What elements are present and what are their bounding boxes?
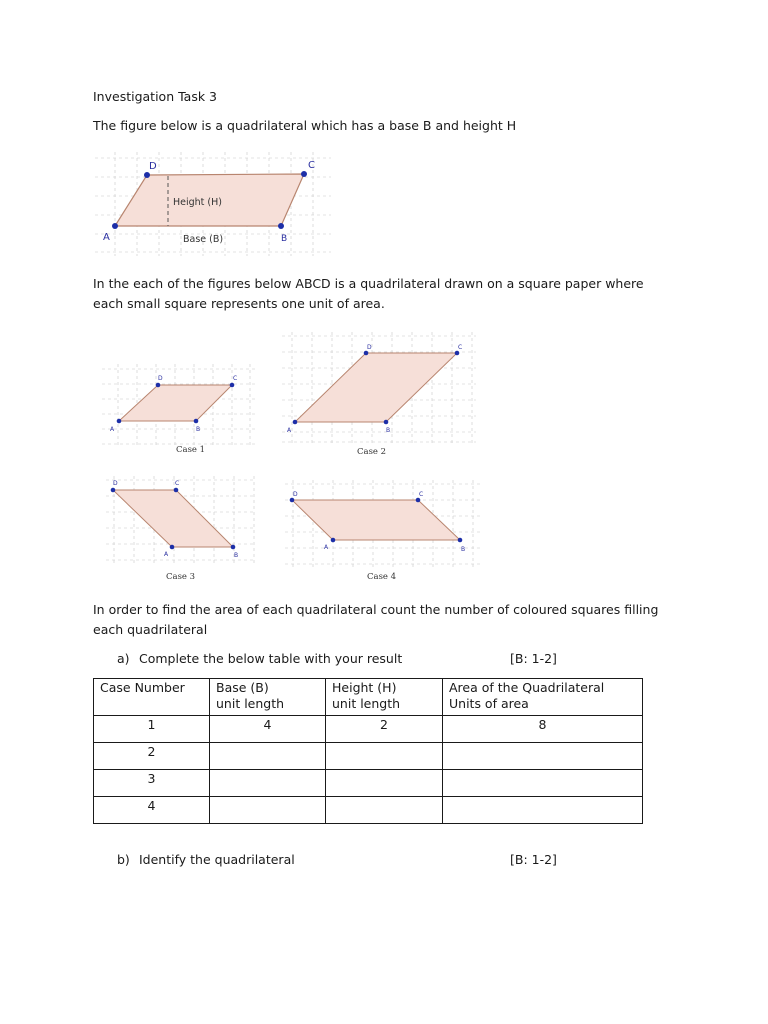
vertex-a [170, 545, 175, 550]
case-1-shape [119, 385, 232, 421]
header-case-number: Case Number [94, 679, 210, 716]
label-c: C [458, 344, 463, 351]
table-row [94, 797, 643, 824]
cell-height[interactable]: 2 [326, 716, 443, 743]
paragraph-count-squares: In order to find the area of each quadrilateral count the number of coloured squares filling each quadrilateral [93, 602, 659, 637]
label-d: D [367, 344, 372, 351]
question-a-text: Complete the below table with your result [139, 651, 403, 666]
case-3-shape [113, 490, 233, 547]
question-a-mark: [B: 1-2] [510, 651, 557, 666]
vertex-c [455, 351, 460, 356]
intro-text: The figure below is a quadrilateral which has a base B and height H [93, 118, 517, 133]
case-1-caption: Case 1 [176, 445, 206, 455]
cell-area[interactable]: 8 [443, 716, 643, 743]
label-c: C [175, 480, 180, 487]
label-a: A [164, 551, 169, 558]
header-area: Area of the Quadrilateral Units of area [443, 679, 643, 716]
label-b: B [386, 427, 391, 434]
table-row [94, 743, 643, 770]
cell-case: 4 [94, 797, 210, 824]
label-b: B [196, 426, 201, 433]
vertex-a [117, 419, 122, 424]
cell-base[interactable] [210, 743, 326, 770]
vertex-a [112, 223, 118, 229]
header-base: Base (B) unit length [210, 679, 326, 716]
cell-case: 1 [94, 716, 210, 743]
cell-case: 2 [94, 743, 210, 770]
vertex-b [278, 223, 284, 229]
paragraph-square-paper: In the each of the figures below ABCD is a quadrilateral drawn on a square paper where each small square represents one unit of area. [93, 276, 644, 311]
label-b: B [234, 552, 239, 559]
label-b: B [281, 234, 288, 244]
vertex-b [458, 538, 463, 543]
table-row [94, 716, 643, 743]
vertex-a [293, 420, 298, 425]
vertex-c [230, 383, 235, 388]
cell-area[interactable] [443, 770, 643, 797]
base-label: Base (B) [183, 234, 224, 245]
case-3-figure [104, 474, 260, 586]
vertex-b [384, 420, 389, 425]
label-d: D [113, 480, 118, 487]
vertex-b [231, 545, 236, 550]
results-table [93, 678, 643, 824]
label-a: A [324, 544, 329, 551]
table-header-row [94, 679, 643, 716]
vertex-d [156, 383, 161, 388]
cell-height[interactable] [326, 743, 443, 770]
label-c: C [233, 375, 238, 382]
task-title: Investigation Task 3 [93, 89, 217, 104]
question-b-mark: [B: 1-2] [510, 852, 557, 867]
case-3-caption: Case 3 [166, 572, 196, 582]
table-row [94, 770, 643, 797]
cell-base[interactable] [210, 770, 326, 797]
case-2-caption: Case 2 [357, 447, 387, 457]
case-2-shape [295, 353, 457, 422]
label-a: A [287, 427, 292, 434]
question-a-marker: a) [117, 651, 130, 666]
vertex-a [331, 538, 336, 543]
cell-base[interactable] [210, 797, 326, 824]
vertex-d [144, 172, 150, 178]
label-c: C [419, 491, 424, 498]
vertex-c [174, 488, 179, 493]
header-height: Height (H) unit length [326, 679, 443, 716]
cell-case: 3 [94, 770, 210, 797]
vertex-c [301, 171, 307, 177]
label-c: C [308, 160, 315, 171]
vertex-d [364, 351, 369, 356]
case-4-shape [292, 500, 460, 540]
label-d: D [158, 375, 163, 382]
cell-base[interactable]: 4 [210, 716, 326, 743]
cell-area[interactable] [443, 797, 643, 824]
vertex-b [194, 419, 199, 424]
label-a: A [103, 232, 110, 243]
label-d: D [293, 491, 298, 498]
case-1-figure [100, 362, 260, 462]
cell-height[interactable] [326, 770, 443, 797]
height-label: Height (H) [173, 197, 222, 208]
label-b: B [461, 546, 466, 553]
cell-height[interactable] [326, 797, 443, 824]
cell-area[interactable] [443, 743, 643, 770]
vertex-d [111, 488, 116, 493]
label-a: A [110, 426, 115, 433]
top-figure [93, 150, 333, 260]
case-4-figure [283, 478, 485, 586]
question-b-marker: b) [117, 852, 130, 867]
label-d: D [149, 161, 157, 172]
vertex-c [416, 498, 421, 503]
question-b-text: Identify the quadrilateral [139, 852, 295, 867]
case-4-caption: Case 4 [367, 572, 397, 582]
vertex-d [290, 498, 295, 503]
case-2-figure [280, 330, 480, 460]
